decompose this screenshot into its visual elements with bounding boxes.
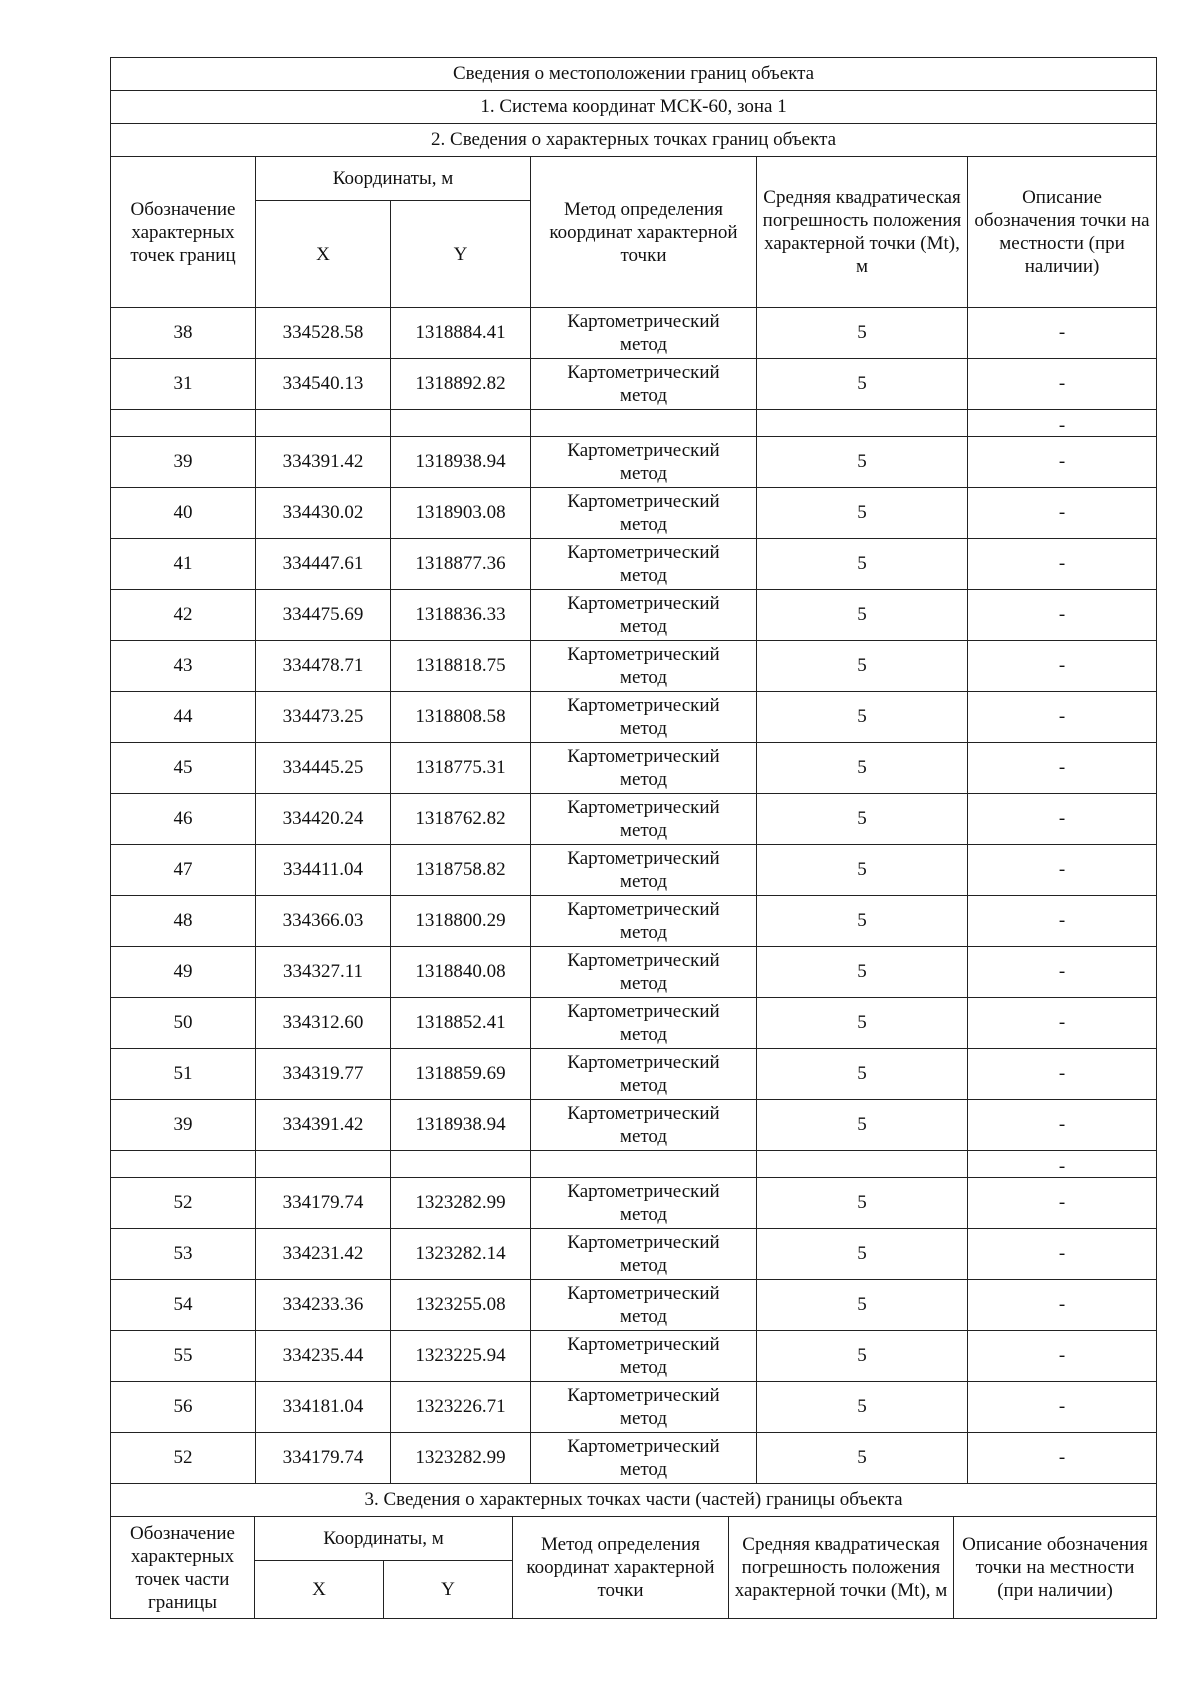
method-line-2: метод — [619, 1204, 668, 1225]
method-line-1: Картометрический — [567, 440, 720, 461]
point-cell: 48 — [111, 896, 256, 947]
method-cell — [531, 1229, 757, 1280]
point-cell — [111, 1151, 256, 1178]
error-cell: 5 — [757, 896, 968, 947]
table-row — [111, 539, 1157, 590]
x-cell: 334235.44 — [256, 1331, 391, 1382]
desc-cell: - — [968, 1382, 1157, 1433]
x-cell: 334366.03 — [256, 896, 391, 947]
method-cell — [531, 1382, 757, 1433]
x-cell: 334391.42 — [256, 437, 391, 488]
y-cell: 1323255.08 — [391, 1280, 531, 1331]
point-cell: 42 — [111, 590, 256, 641]
desc-cell: - — [968, 1331, 1157, 1382]
desc-cell: - — [968, 590, 1157, 641]
section2-row — [111, 124, 1157, 157]
table-row — [111, 947, 1157, 998]
table-row — [111, 1229, 1157, 1280]
method-line-1: Картометрический — [567, 593, 720, 614]
method-line-1: Картометрический — [567, 950, 720, 971]
error-cell: 5 — [757, 1382, 968, 1433]
y-cell: 1323226.71 — [391, 1382, 531, 1433]
y-cell: 1323282.99 — [391, 1178, 531, 1229]
point-cell: 44 — [111, 692, 256, 743]
method-cell — [531, 998, 757, 1049]
method-cell — [531, 794, 757, 845]
method-line-1: Картометрический — [567, 491, 720, 512]
section3-row — [111, 1484, 1157, 1517]
method-cell — [531, 1280, 757, 1331]
table-row — [111, 1331, 1157, 1382]
error-cell: 5 — [757, 1049, 968, 1100]
method-cell — [531, 947, 757, 998]
method-line-2: метод — [619, 1459, 668, 1480]
desc-cell: - — [968, 539, 1157, 590]
method-line-1: Картометрический — [567, 362, 720, 383]
method-line-2: метод — [619, 1357, 668, 1378]
table-row — [111, 1433, 1157, 1484]
y-cell: 1318762.82 — [391, 794, 531, 845]
x-cell: 334411.04 — [256, 845, 391, 896]
point-cell: 39 — [111, 1100, 256, 1151]
desc-cell: - — [968, 1433, 1157, 1484]
method-line-2: метод — [619, 1126, 668, 1147]
title-row — [111, 58, 1157, 91]
method-line-1: Картометрический — [567, 1232, 720, 1253]
point-cell: 47 — [111, 845, 256, 896]
table-row — [111, 1280, 1157, 1331]
method-line-1: Картометрический — [567, 1385, 720, 1406]
x-cell: 334179.74 — [256, 1178, 391, 1229]
method-line-1: Картометрический — [567, 1181, 720, 1202]
method-line-1: Картометрический — [567, 542, 720, 563]
error-cell: 5 — [757, 359, 968, 410]
method-line-2: метод — [619, 334, 668, 355]
desc-cell: - — [968, 692, 1157, 743]
error-cell: 5 — [757, 1178, 968, 1229]
method-line-2: метод — [619, 1024, 668, 1045]
point-cell: 50 — [111, 998, 256, 1049]
desc-cell: - — [968, 308, 1157, 359]
point-cell: 49 — [111, 947, 256, 998]
method-line-1: Картометрический — [567, 695, 720, 716]
error-cell: 5 — [757, 1433, 968, 1484]
point-cell: 54 — [111, 1280, 256, 1331]
method-line-2: метод — [619, 616, 668, 637]
table-row — [111, 1100, 1157, 1151]
x-cell: 334231.42 — [256, 1229, 391, 1280]
desc-cell: - — [968, 437, 1157, 488]
boundary-points-heading: 2. Сведения о характерных точках границ объекта — [111, 124, 1157, 157]
y-cell: 1318840.08 — [391, 947, 531, 998]
desc-cell: - — [968, 641, 1157, 692]
method-line-1: Картометрический — [567, 746, 720, 767]
method-line-2: метод — [619, 1255, 668, 1276]
x-cell: 334445.25 — [256, 743, 391, 794]
error-cell: 5 — [757, 1280, 968, 1331]
method-cell — [531, 1151, 757, 1178]
desc-cell: - — [968, 410, 1157, 437]
method-line-1: Картометрический — [567, 899, 720, 920]
y-cell: 1318852.41 — [391, 998, 531, 1049]
x-cell: 334475.69 — [256, 590, 391, 641]
col3-desc-header: Описание обозначения точки на местности (при наличии) — [954, 1517, 1157, 1619]
table-row — [111, 896, 1157, 947]
method-cell — [531, 743, 757, 794]
point-cell: 52 — [111, 1433, 256, 1484]
desc-cell: - — [968, 947, 1157, 998]
part-points-heading: 3. Сведения о характерных точках части (частей) границы объекта — [111, 1484, 1157, 1517]
col3-error-header: Средняя квадратическая погрешность положения характерной точки (Mt), м — [729, 1517, 954, 1619]
point-cell: 53 — [111, 1229, 256, 1280]
header-row-1 — [111, 157, 1157, 201]
y-cell: 1318775.31 — [391, 743, 531, 794]
point-cell: 52 — [111, 1178, 256, 1229]
col3-y-header: Y — [384, 1561, 513, 1619]
error-cell: 5 — [757, 641, 968, 692]
point-cell: 51 — [111, 1049, 256, 1100]
document-sheet — [110, 57, 1156, 1619]
point-cell: 46 — [111, 794, 256, 845]
col-point-header: Обозначение характерных точек границ — [111, 157, 256, 308]
method-line-2: метод — [619, 973, 668, 994]
method-cell — [531, 308, 757, 359]
point-cell: 39 — [111, 437, 256, 488]
method-line-1: Картометрический — [567, 1283, 720, 1304]
error-cell: 5 — [757, 998, 968, 1049]
error-cell: 5 — [757, 1229, 968, 1280]
y-cell: 1323282.14 — [391, 1229, 531, 1280]
table-row — [111, 1382, 1157, 1433]
error-cell: 5 — [757, 437, 968, 488]
coordinate-system-heading: 1. Система координат МСК-60, зона 1 — [111, 91, 1157, 124]
method-line-1: Картометрический — [567, 311, 720, 332]
y-cell: 1318877.36 — [391, 539, 531, 590]
point-cell: 41 — [111, 539, 256, 590]
error-cell: 5 — [757, 743, 968, 794]
error-cell — [757, 1151, 968, 1178]
point-cell: 40 — [111, 488, 256, 539]
method-line-2: метод — [619, 922, 668, 943]
table-row — [111, 488, 1157, 539]
error-cell: 5 — [757, 539, 968, 590]
method-line-1: Картометрический — [567, 644, 720, 665]
method-line-2: метод — [619, 1306, 668, 1327]
method-line-1: Картометрический — [567, 848, 720, 869]
table-row — [111, 692, 1157, 743]
col3-point-header: Обозначение характерных точек части границы — [111, 1517, 255, 1619]
point-cell — [111, 410, 256, 437]
error-cell: 5 — [757, 692, 968, 743]
col3-method-header: Метод определения координат характерной точки — [513, 1517, 729, 1619]
error-cell: 5 — [757, 1100, 968, 1151]
desc-cell: - — [968, 743, 1157, 794]
table-row — [111, 743, 1157, 794]
table-row — [111, 998, 1157, 1049]
x-cell — [256, 410, 391, 437]
y-cell: 1323282.99 — [391, 1433, 531, 1484]
col3-coords-header: Координаты, м — [255, 1517, 513, 1561]
method-cell — [531, 896, 757, 947]
method-line-2: метод — [619, 1408, 668, 1429]
y-cell: 1318859.69 — [391, 1049, 531, 1100]
x-cell: 334312.60 — [256, 998, 391, 1049]
y-cell — [391, 410, 531, 437]
desc-cell: - — [968, 794, 1157, 845]
y-cell — [391, 1151, 531, 1178]
method-line-1: Картометрический — [567, 1334, 720, 1355]
y-cell: 1318818.75 — [391, 641, 531, 692]
x-cell: 334528.58 — [256, 308, 391, 359]
method-cell — [531, 1049, 757, 1100]
desc-cell: - — [968, 845, 1157, 896]
desc-cell: - — [968, 998, 1157, 1049]
method-cell — [531, 539, 757, 590]
error-cell: 5 — [757, 308, 968, 359]
point-cell: 55 — [111, 1331, 256, 1382]
header3-row-1 — [111, 1517, 1157, 1561]
y-cell: 1318800.29 — [391, 896, 531, 947]
table-row — [111, 437, 1157, 488]
col-method-header: Метод определения координат характерной точки — [531, 157, 757, 308]
method-line-2: метод — [619, 871, 668, 892]
error-cell: 5 — [757, 794, 968, 845]
table-row — [111, 308, 1157, 359]
error-cell: 5 — [757, 947, 968, 998]
method-cell — [531, 488, 757, 539]
desc-cell: - — [968, 488, 1157, 539]
x-cell: 334181.04 — [256, 1382, 391, 1433]
desc-cell: - — [968, 896, 1157, 947]
y-cell: 1318892.82 — [391, 359, 531, 410]
method-line-1: Картометрический — [567, 1436, 720, 1457]
document-title: Сведения о местоположении границ объекта — [111, 58, 1157, 91]
point-cell: 38 — [111, 308, 256, 359]
x-cell: 334319.77 — [256, 1049, 391, 1100]
method-line-2: метод — [619, 667, 668, 688]
method-line-1: Картометрический — [567, 1001, 720, 1022]
desc-cell: - — [968, 1280, 1157, 1331]
method-cell — [531, 845, 757, 896]
col3-x-header: X — [255, 1561, 384, 1619]
method-line-1: Картометрический — [567, 1052, 720, 1073]
desc-cell: - — [968, 359, 1157, 410]
method-line-1: Картометрический — [567, 1103, 720, 1124]
method-line-2: метод — [619, 769, 668, 790]
y-cell: 1323225.94 — [391, 1331, 531, 1382]
col-x-header: X — [256, 201, 391, 308]
x-cell: 334447.61 — [256, 539, 391, 590]
x-cell: 334327.11 — [256, 947, 391, 998]
method-cell — [531, 641, 757, 692]
method-cell — [531, 410, 757, 437]
point-cell: 45 — [111, 743, 256, 794]
boundary-table — [110, 57, 1157, 1484]
error-cell: 5 — [757, 845, 968, 896]
desc-cell: - — [968, 1229, 1157, 1280]
x-cell: 334420.24 — [256, 794, 391, 845]
desc-cell: - — [968, 1100, 1157, 1151]
x-cell: 334430.02 — [256, 488, 391, 539]
method-cell — [531, 1331, 757, 1382]
method-cell — [531, 1433, 757, 1484]
y-cell: 1318938.94 — [391, 1100, 531, 1151]
table-row — [111, 590, 1157, 641]
table-row — [111, 641, 1157, 692]
point-cell: 31 — [111, 359, 256, 410]
y-cell: 1318758.82 — [391, 845, 531, 896]
error-cell: 5 — [757, 488, 968, 539]
method-cell — [531, 1178, 757, 1229]
separator-row — [111, 410, 1157, 437]
col-desc-header: Описание обозначения точки на местности (при наличии) — [968, 157, 1157, 308]
point-cell: 56 — [111, 1382, 256, 1433]
method-line-2: метод — [619, 385, 668, 406]
desc-cell: - — [968, 1178, 1157, 1229]
method-line-2: метод — [619, 1075, 668, 1096]
col-y-header: Y — [391, 201, 531, 308]
y-cell: 1318884.41 — [391, 308, 531, 359]
method-line-1: Картометрический — [567, 797, 720, 818]
y-cell: 1318903.08 — [391, 488, 531, 539]
x-cell: 334233.36 — [256, 1280, 391, 1331]
method-cell — [531, 437, 757, 488]
point-cell: 43 — [111, 641, 256, 692]
x-cell: 334391.42 — [256, 1100, 391, 1151]
method-cell — [531, 1100, 757, 1151]
method-line-2: метод — [619, 718, 668, 739]
method-cell — [531, 692, 757, 743]
col-error-header: Средняя квадратическая погрешность положения характерной точки (Mt), м — [757, 157, 968, 308]
table-row — [111, 845, 1157, 896]
x-cell: 334473.25 — [256, 692, 391, 743]
x-cell — [256, 1151, 391, 1178]
part-boundary-table — [110, 1484, 1157, 1619]
table-row — [111, 1178, 1157, 1229]
method-line-2: метод — [619, 514, 668, 535]
x-cell: 334478.71 — [256, 641, 391, 692]
separator-row — [111, 1151, 1157, 1178]
desc-cell: - — [968, 1151, 1157, 1178]
desc-cell: - — [968, 1049, 1157, 1100]
x-cell: 334179.74 — [256, 1433, 391, 1484]
method-line-2: метод — [619, 463, 668, 484]
y-cell: 1318808.58 — [391, 692, 531, 743]
section1-row — [111, 91, 1157, 124]
col-coords-header: Координаты, м — [256, 157, 531, 201]
method-cell — [531, 590, 757, 641]
error-cell — [757, 410, 968, 437]
table-row — [111, 794, 1157, 845]
method-cell — [531, 359, 757, 410]
error-cell: 5 — [757, 1331, 968, 1382]
table-row — [111, 1049, 1157, 1100]
method-line-2: метод — [619, 820, 668, 841]
y-cell: 1318938.94 — [391, 437, 531, 488]
x-cell: 334540.13 — [256, 359, 391, 410]
error-cell: 5 — [757, 590, 968, 641]
table-row — [111, 359, 1157, 410]
y-cell: 1318836.33 — [391, 590, 531, 641]
method-line-2: метод — [619, 565, 668, 586]
